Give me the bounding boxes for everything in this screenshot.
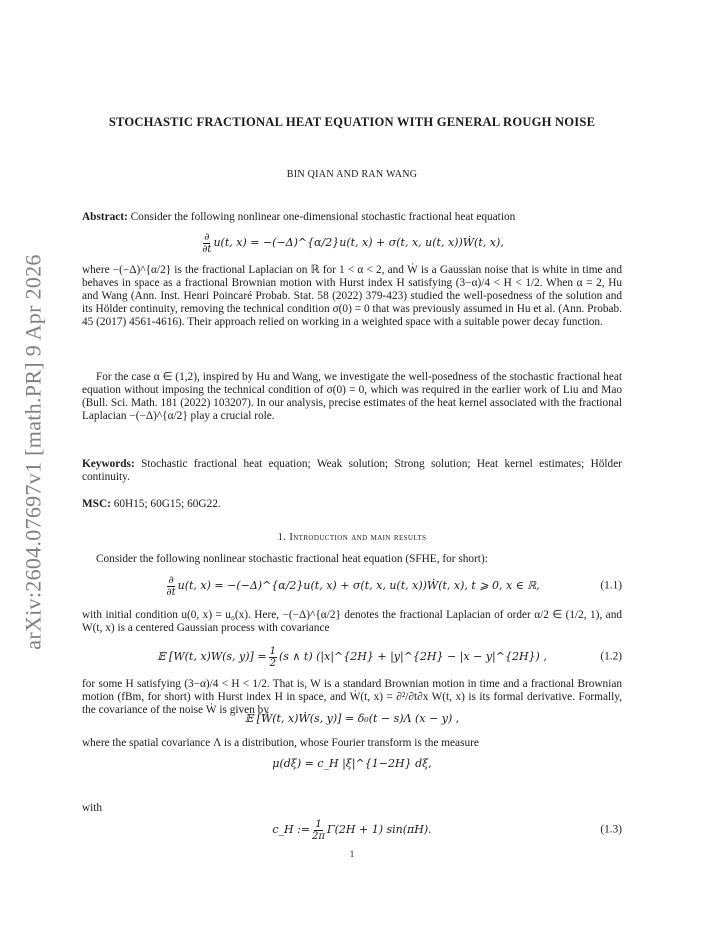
intro-paragraph-after-eq3: where the spatial covariance Λ is a distribution, whose Fourier transform is the measure xyxy=(82,737,479,749)
msc-label: MSC: xyxy=(82,498,111,510)
abstract-paragraph-1: where −(−Δ)^{α/2} is the fractional Laplacian on ℝ for 1 < α < 2, and Ẇ is a Gaussian noise that is white in time and behaves in space as a fractional Brownian motion with Hurst index H satisfying (3−α)/4 < H < 1/2. When α = 2, Hu and Wang (Ann. Inst. Henri Poincaré Probab. Stat. 58 (2022) 379-423) studied the well-posedness of the solution and its Hölder continuity, removing the technical condition σ(0) = 0 that was previously assumed in Hu et al. (Ann. Probab. 45 (2017) 4561-4616). Their approach relied on working in a weighted space with a suitable power decay function. xyxy=(82,264,622,329)
keywords-text: Stochastic fractional heat equation; Weak solution; Strong solution; Heat kernel estimates; Hölder continuity. xyxy=(82,458,622,484)
eq5-number: (1.3) xyxy=(600,823,622,836)
eq1-number: (1.1) xyxy=(600,579,622,592)
keywords xyxy=(82,458,622,484)
msc xyxy=(82,498,622,511)
eq1-body: u(t, x) = −(−Δ)^{α/2}u(t, x) + σ(t, x, u(t, x))Ẇ(t, x), t ⩾ 0, x ∈ ℝ, xyxy=(177,579,540,593)
eq2-left: 𝔼 [W(t, x)W(s, y)] = xyxy=(157,650,267,664)
equation-covariance: 𝔼 [Ẇ(t, x)Ẇ(s, y)] = δ₀(t − s)Λ (x − y) , xyxy=(244,712,460,726)
keywords-label: Keywords: xyxy=(82,458,135,470)
eq5-fraction: $\frac{1}{2\pi}$ xyxy=(312,818,325,842)
equation-1-1 xyxy=(82,572,622,600)
abstract-lead-text: Consider the following nonlinear one-dimensional stochastic fractional heat equation xyxy=(127,211,516,223)
arxiv-side-stamp xyxy=(14,252,54,652)
eq5-right: Γ(2H + 1) sin(πH). xyxy=(326,823,432,837)
abstract-label: Abstract: xyxy=(82,211,128,223)
abstract-equation xyxy=(82,229,622,257)
intro-paragraph-after-eq2: for some H satisfying (3−α)/4 < H < 1/2. That is, W is a standard Brownian motion in time and a fractional Brownian motion (fBm, for short) with Hurst index H in space, and Ẇ(t, x) = ∂²/∂t∂x W(t, x) is its formal derivative. Formally, the covariance of the noise Ẇ is given by xyxy=(82,678,622,717)
eq2-right: (s ∧ t) (|x|^{2H} + |y|^{2H} − |x − y|^{2H}) , xyxy=(278,650,547,664)
msc-text: 60H15; 60G15; 60G22. xyxy=(110,498,221,510)
intro-lead: Consider the following nonlinear stochastic fractional heat equation (SFHE, for short): xyxy=(96,553,488,565)
equation-spectral-measure: μ(dξ) = c_H |ξ|^{1−2H} dξ, xyxy=(272,757,432,771)
intro-with: with xyxy=(82,802,103,814)
abstract-lead xyxy=(82,211,622,224)
eq2-number: (1.2) xyxy=(600,650,622,663)
abstract-paragraph-2: For the case α ∈ (1,2), inspired by Hu and Wang, we investigate the well-posedness of the stochastic fractional heat equation without imposing the technical condition of σ(0) = 0, which was required in the earlier work of Liu and Mao (Bull. Sci. Math. 181 (2022) 103207). In our analysis, precise estimates of the heat kernel associated with the fractional Laplacian −(−Δ)^{α/2} play a crucial role. xyxy=(82,371,622,423)
paper-authors: BIN QIAN AND RAN WANG xyxy=(286,169,418,180)
abstract-eq-body: u(t, x) = −(−Δ)^{α/2}u(t, x) + σ(t, x, u(t, x))Ẇ(t, x), xyxy=(213,236,504,250)
eq2-fraction: $\frac{1}{2}$ xyxy=(269,645,276,669)
eq1-derivative: $\frac{\partial}{\partial t}$ xyxy=(166,574,176,598)
equation-1-2 xyxy=(82,643,622,671)
arxiv-identifier: arXiv:2604.07697v1 [math.PR] 9 Apr 2026 xyxy=(21,254,46,650)
page-number: 1 xyxy=(349,849,355,859)
section-heading xyxy=(82,531,622,544)
section-title: Introduction and main results xyxy=(289,532,427,543)
paper-title: STOCHASTIC FRACTIONAL HEAT EQUATION WITH GENERAL ROUGH NOISE xyxy=(108,115,596,129)
section-number: 1. xyxy=(277,532,287,543)
intro-paragraph-after-eq1: with initial condition u(0, x) = u₀(x). Here, −(−Δ)^{α/2} denotes the fractional Laplacian of order α/2 ∈ (1/2, 1), and W(t, x) is a centered Gaussian process with covariance xyxy=(82,609,622,635)
eq5-left: c_H := xyxy=(272,823,311,837)
abstract-eq-derivative: $\frac{\partial}{\partial t}$ xyxy=(202,231,212,255)
equation-1-3 xyxy=(82,816,622,844)
